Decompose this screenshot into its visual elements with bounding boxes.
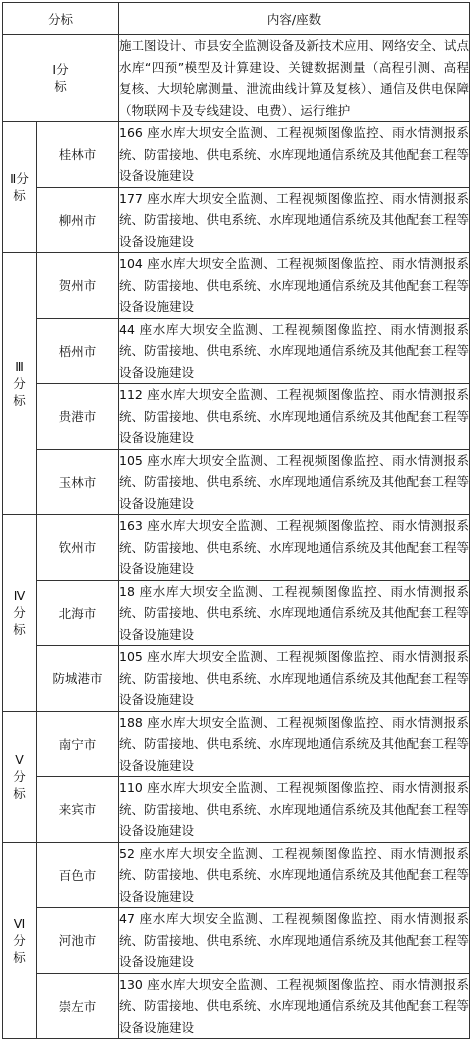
city-name: 柳州市: [37, 187, 119, 253]
city-content: 130 座水库大坝安全监测、工程视频图像监控、雨水情测报系统、防雷接地、供电系统、水库现地通信系统及其他配套工程等设备设施建设: [119, 973, 470, 1039]
section-label-4: Ⅳ分标: [3, 515, 37, 712]
section-1-content: 施工图设计、市县安全监测设备及新技术应用、网络安全、试点水库“四预”模型及计算建设、关键数据测量（高程引测、高程复核、大坝轮廓测量、泄流曲线计算及复核）、通信及供电保障（物联网卡及专线建设、电费）、运行维护: [119, 35, 470, 122]
table-row: [3, 646, 470, 712]
header-section: 分标: [3, 3, 119, 35]
section-label-6: Ⅵ分标: [3, 842, 37, 1039]
city-content: 44 座水库大坝安全监测、工程视频图像监控、雨水情测报系统、防雷接地、供电系统、水库现地通信系统及其他配套工程等设备设施建设: [119, 318, 470, 384]
table-row: [3, 580, 470, 646]
city-name: 贵港市: [37, 384, 119, 450]
city-content: 177 座水库大坝安全监测、工程视频图像监控、雨水情测报系统、防雷接地、供电系统、水库现地通信系统及其他配套工程等设备设施建设: [119, 187, 470, 253]
table-row: [3, 777, 470, 843]
table-row: [3, 384, 470, 450]
table-row: [3, 515, 470, 581]
city-content: 166 座水库大坝安全监测、工程视频图像监控、雨水情测报系统、防雷接地、供电系统、水库现地通信系统及其他配套工程等设备设施建设: [119, 122, 470, 188]
table-row: [3, 449, 470, 515]
table-row: [3, 187, 470, 253]
table-row: [3, 908, 470, 974]
table-row: [3, 253, 470, 319]
city-name: 钦州市: [37, 515, 119, 581]
city-content: 105 座水库大坝安全监测、工程视频图像监控、雨水情测报系统、防雷接地、供电系统、水库现地通信系统及其他配套工程等设备设施建设: [119, 449, 470, 515]
city-name: 来宾市: [37, 777, 119, 843]
city-name: 玉林市: [37, 449, 119, 515]
city-content: 52 座水库大坝安全监测、工程视频图像监控、雨水情测报系统、防雷接地、供电系统、水库现地通信系统及其他配套工程等设备设施建设: [119, 842, 470, 908]
city-content: 105 座水库大坝安全监测、工程视频图像监控、雨水情测报系统、防雷接地、供电系统、水库现地通信系统及其他配套工程等设备设施建设: [119, 646, 470, 712]
city-content: 163 座水库大坝安全监测、工程视频图像监控、雨水情测报系统、防雷接地、供电系统、水库现地通信系统及其他配套工程等设备设施建设: [119, 515, 470, 581]
city-name: 防城港市: [37, 646, 119, 712]
section-label-2: Ⅱ分标: [3, 122, 37, 253]
city-name: 梧州市: [37, 318, 119, 384]
city-name: 百色市: [37, 842, 119, 908]
table-row: [3, 842, 470, 908]
table-row: [3, 35, 470, 122]
city-content: 104 座水库大坝安全监测、工程视频图像监控、雨水情测报系统、防雷接地、供电系统、水库现地通信系统及其他配套工程等设备设施建设: [119, 253, 470, 319]
city-name: 崇左市: [37, 973, 119, 1039]
city-content: 110 座水库大坝安全监测、工程视频图像监控、雨水情测报系统、防雷接地、供电系统、水库现地通信系统及其他配套工程等设备设施建设: [119, 777, 470, 843]
city-content: 18 座水库大坝安全监测、工程视频图像监控、雨水情测报系统、防雷接地、供电系统、水库现地通信系统及其他配套工程等设备设施建设: [119, 580, 470, 646]
table-row: [3, 973, 470, 1039]
city-name: 桂林市: [37, 122, 119, 188]
table-row: [3, 122, 470, 188]
header-content: 内容/座数: [119, 3, 470, 35]
city-content: 112 座水库大坝安全监测、工程视频图像监控、雨水情测报系统、防雷接地、供电系统、水库现地通信系统及其他配套工程等设备设施建设: [119, 384, 470, 450]
table-row: [3, 711, 470, 777]
city-name: 北海市: [37, 580, 119, 646]
city-name: 南宁市: [37, 711, 119, 777]
section-label-1: Ⅰ分标: [3, 35, 119, 122]
section-label-3: Ⅲ分标: [3, 253, 37, 515]
section-label-5: Ⅴ分标: [3, 711, 37, 842]
table-header-row: [3, 3, 470, 35]
city-content: 188 座水库大坝安全监测、工程视频图像监控、雨水情测报系统、防雷接地、供电系统、水库现地通信系统及其他配套工程等设备设施建设: [119, 711, 470, 777]
bid-sections-table: [2, 2, 470, 1039]
city-name: 贺州市: [37, 253, 119, 319]
city-content: 47 座水库大坝安全监测、工程视频图像监控、雨水情测报系统、防雷接地、供电系统、水库现地通信系统及其他配套工程等设备设施建设: [119, 908, 470, 974]
city-name: 河池市: [37, 908, 119, 974]
table-row: [3, 318, 470, 384]
